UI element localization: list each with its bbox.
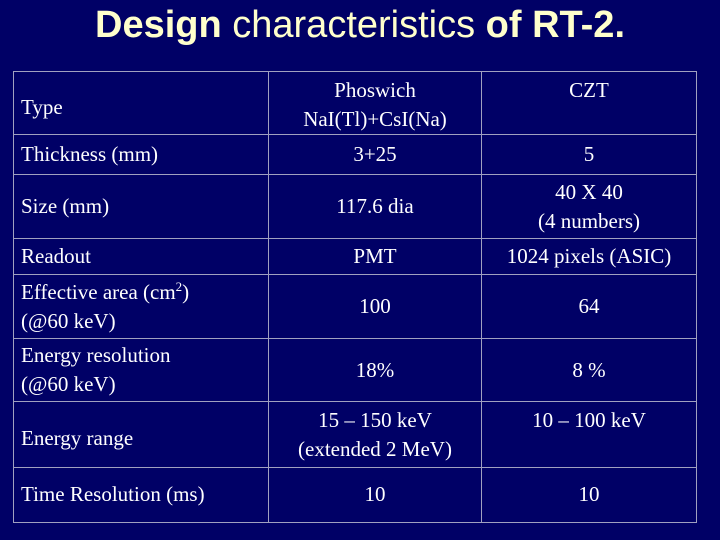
- czt-cell: [482, 175, 697, 239]
- czt-cell: 1024 pixels (ASIC): [482, 239, 697, 275]
- phoswich-cell: [269, 72, 482, 135]
- row-label: Type: [14, 72, 269, 135]
- czt-cell: 8 %: [482, 339, 697, 402]
- row-label: Energy range: [14, 402, 269, 468]
- characteristics-table: [13, 71, 697, 523]
- slide-title: [0, 2, 720, 48]
- label-text: Effective area (cm: [21, 279, 176, 304]
- cell-line: CZT: [569, 78, 609, 102]
- czt-cell: 10 – 100 keV: [482, 402, 697, 468]
- phoswich-cell: 3+25: [269, 135, 482, 175]
- row-label: Size (mm): [14, 175, 269, 239]
- cell-line: NaI(Tl)+CsI(Na): [303, 107, 447, 131]
- phoswich-cell: 117.6 dia: [269, 175, 482, 239]
- table-row: [14, 135, 697, 175]
- cell-line: (extended 2 MeV): [298, 436, 452, 461]
- cell-line: 40 X 40: [555, 179, 623, 204]
- czt-cell: 10: [482, 468, 697, 523]
- row-label: Readout: [14, 239, 269, 275]
- phoswich-cell: PMT: [269, 239, 482, 275]
- table-row: [14, 339, 697, 402]
- superscript: 2: [175, 278, 183, 294]
- row-label: Thickness (mm): [14, 135, 269, 175]
- cell-line: 15 – 150 keV: [318, 407, 432, 432]
- phoswich-cell: 100: [269, 275, 482, 339]
- cell-line: (4 numbers): [537, 208, 641, 233]
- phoswich-cell: 10: [269, 468, 482, 523]
- title-part-3: of RT-2.: [485, 4, 625, 46]
- table-row: [14, 402, 697, 468]
- row-label: [14, 339, 269, 402]
- table-row: [14, 72, 697, 135]
- table-row: [14, 275, 697, 339]
- czt-cell: 5: [482, 135, 697, 175]
- label-line: (@60 keV): [21, 308, 116, 333]
- label-text: ): [182, 279, 190, 304]
- row-label: [14, 275, 269, 339]
- table-row: [14, 175, 697, 239]
- row-label: Time Resolution (ms): [14, 468, 269, 523]
- label-line: [21, 278, 261, 307]
- table-row: [14, 468, 697, 523]
- czt-cell: 64: [482, 275, 697, 339]
- title-part-1: Design: [95, 4, 222, 46]
- phoswich-cell: [269, 402, 482, 468]
- label-line: (@60 keV): [21, 372, 116, 396]
- phoswich-cell: 18%: [269, 339, 482, 402]
- table-row: [14, 239, 697, 275]
- czt-cell: [482, 72, 697, 135]
- cell-line: Phoswich: [334, 78, 416, 102]
- title-part-2: characteristics: [221, 4, 486, 46]
- label-line: Energy resolution: [21, 343, 171, 367]
